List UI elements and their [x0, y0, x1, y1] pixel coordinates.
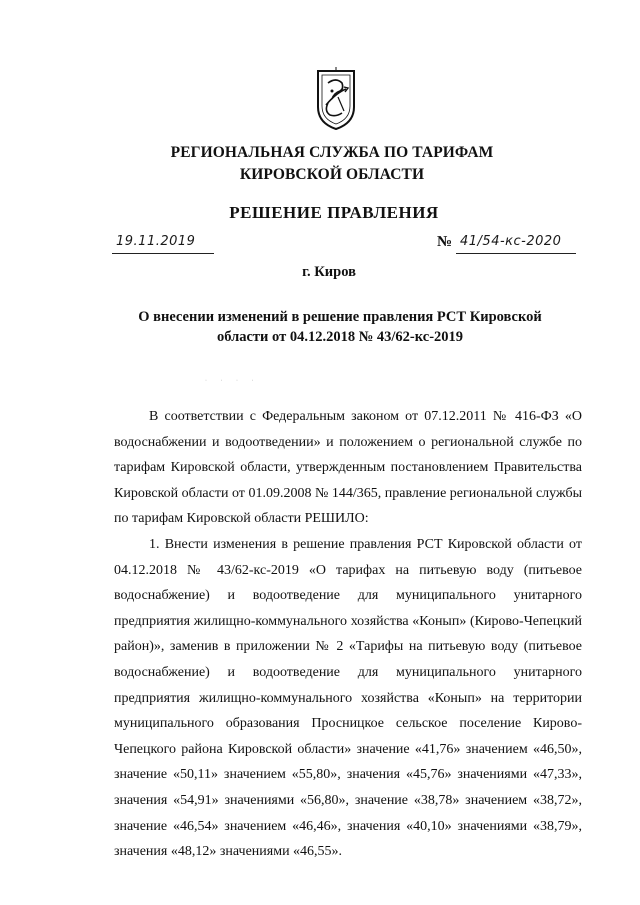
decision-subject — [120, 307, 560, 347]
org-name-line2: КИРОВСКОЙ ОБЛАСТИ — [239, 166, 425, 183]
preamble-paragraph: В соответствии с Федеральным законом от 07.12.2011 № 416-ФЗ «О водоснабжении и водоотведении» и положением о региональной службе по тарифам Кировской области, утвержденным постановлением Правительства Кировской области от 01.09.2008 № 144/365, правление региональной службы по тарифам Кировской области РЕШИЛО: — [114, 409, 582, 527]
document-type-title: РЕШЕНИЕ ПРАВЛЕНИЯ — [229, 203, 439, 222]
number-underline — [456, 253, 576, 254]
item-1-paragraph: 1. Внести изменения в решение правления РСТ Кировской области от 04.12.2018 № 43/62-кс-2019 «О тарифах на питьевую воду (питьевое водоснабжение) и водоотведение для муниципального унитарного предприятия жилищно-коммунального хозяйства «Конып» (Кирово-Чепецкий район)», заменив в приложении № 2 «Тарифы на питьевую воду (питьевое водоснабжение) и водоотведение для муниципального унитарного предприятия жилищно-коммунального хозяйства «Конып» на территории муниципального образования Просницкое сельское поселение Кирово-Чепецкого района Кировской области» значение «41,76» значением «46,50», значение «50,11» значением «55,80», значения «45,76» значениями «47,33», значения «54,91» значениями «56,80», значение «38,78» значением «38,72», значение «46,54» значением «46,46», значения «40,10» значениями «38,79», значения «48,12» значениями «46,55». — [114, 536, 582, 860]
subject-line1: О внесении изменений в решение правления РСТ Кировской — [138, 309, 542, 325]
number-sign: № — [437, 234, 453, 250]
org-name-line1: РЕГИОНАЛЬНАЯ СЛУЖБА ПО ТАРИФАМ — [170, 144, 494, 161]
city-label: г. Киров — [302, 264, 356, 280]
date-underline — [112, 253, 214, 254]
decision-date: 19.11.2019 — [116, 234, 196, 249]
kirov-coat-of-arms-icon — [314, 67, 358, 131]
scan-specks: · · · · — [205, 378, 260, 384]
decision-number: 41/54-кс-2020 — [460, 234, 562, 249]
subject-line2: области от 04.12.2018 № 43/62-кс-2019 — [216, 329, 464, 345]
decision-body — [114, 404, 582, 865]
